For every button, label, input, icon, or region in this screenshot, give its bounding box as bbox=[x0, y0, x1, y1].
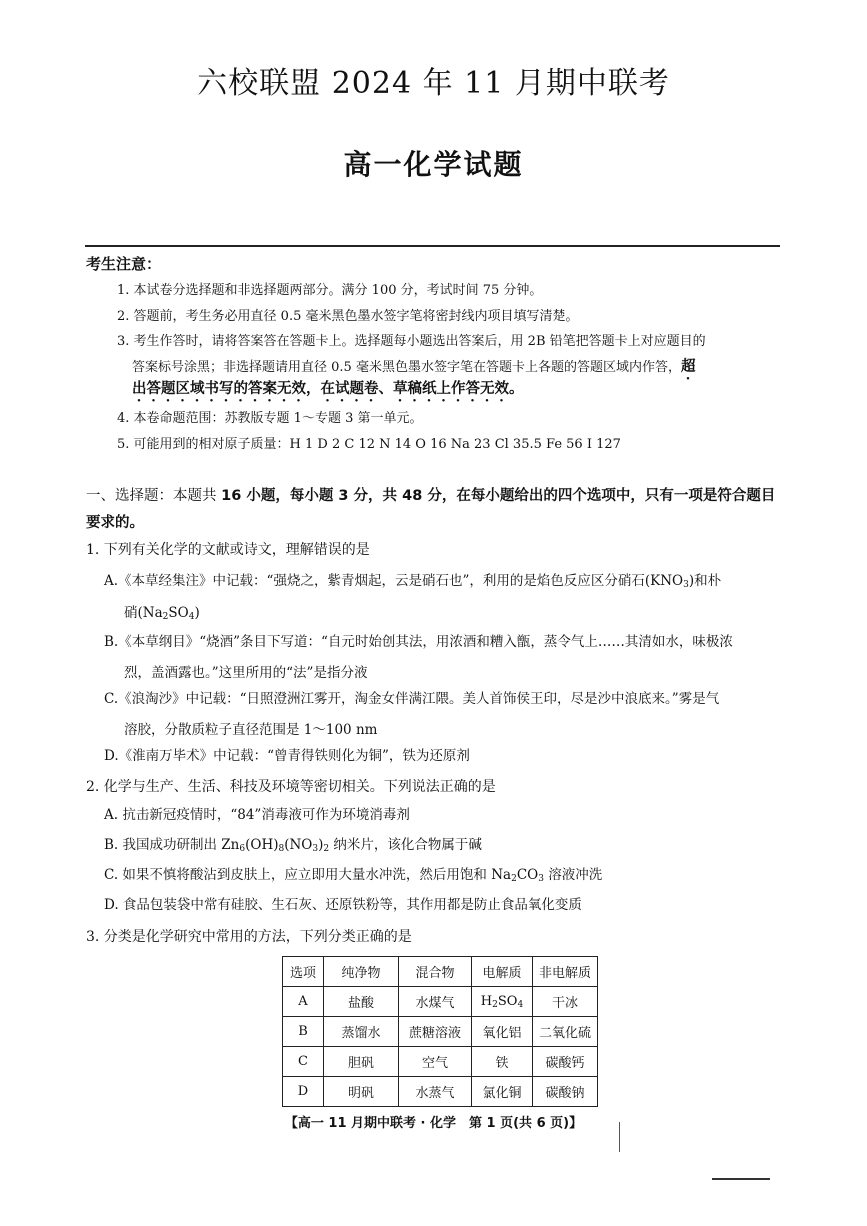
table-cell: 蒸馏水 bbox=[324, 1017, 399, 1047]
q2-b-sub-1: 6 bbox=[239, 844, 246, 854]
formula-part: H bbox=[480, 994, 493, 1009]
q1-option-b-cont: 烈，盖酒露也。”这里所用的“法”是指分液 bbox=[124, 665, 368, 681]
q1-option-a-sub-3: 4 bbox=[188, 612, 195, 622]
subject-title: 高一化学试题 bbox=[343, 148, 524, 181]
notice-item-3-emphasis bbox=[132, 380, 524, 405]
table-cell: 氧化铝 bbox=[472, 1017, 533, 1047]
q3-stem: 3. 分类是化学研究中常用的方法，下列分类正确的是 bbox=[86, 929, 412, 945]
q2-c-part-1: C. 如果不慎将酸沾到皮肤上，应立即用大量水冲洗，然后用饱和 Na bbox=[104, 867, 512, 883]
table-header-row bbox=[283, 957, 598, 987]
q2-b-sub-4: 2 bbox=[323, 844, 330, 854]
table-cell: 二氧化硫 bbox=[533, 1017, 598, 1047]
q1-option-a-close: ) bbox=[194, 605, 200, 621]
q1-option-a-mid: SO bbox=[168, 605, 189, 621]
section-1-text-a: 一、选择题：本题共 bbox=[86, 488, 222, 504]
notice-item-3: 3. 考生作答时，请将答案答在答题卡上。选择题每小题选出答案后，用 2B 铅笔把答题卡上对应题目的 bbox=[117, 334, 706, 349]
q2-c-sub-1: 2 bbox=[511, 874, 517, 884]
q2-option-b bbox=[104, 830, 789, 860]
table-cell: D bbox=[283, 1077, 324, 1107]
section-1-heading bbox=[86, 483, 786, 537]
table-cell: 碳酸钠 bbox=[533, 1077, 598, 1107]
table-header-cell: 电解质 bbox=[472, 957, 533, 987]
table-row bbox=[283, 1077, 598, 1107]
section-1-text-b: 小题，每小题 bbox=[241, 488, 339, 504]
table-row bbox=[283, 1017, 598, 1047]
notice-item-4: 4. 本卷命题范围：苏教版专题 1～专题 3 第一单元。 bbox=[117, 411, 423, 426]
section-1-text-d: 分，在每小题给出的四个选项中，只有一项是符合题目要求的。 bbox=[86, 488, 776, 531]
q1-option-a-cont-text: 硝(Na bbox=[124, 605, 163, 621]
scan-mark bbox=[712, 1178, 770, 1180]
table-cell: 水蒸气 bbox=[399, 1077, 472, 1107]
q2-c-part-2: CO bbox=[516, 867, 539, 883]
header-divider bbox=[85, 245, 780, 247]
q1-option-a-cont bbox=[124, 601, 200, 621]
table-cell: 干冰 bbox=[533, 987, 598, 1017]
formula-sub: 4 bbox=[517, 1000, 524, 1010]
q1-option-a-sub-2: 2 bbox=[162, 612, 169, 622]
q2-c-sub-2: 3 bbox=[538, 874, 544, 884]
q1-stem: 1. 下列有关化学的文献或诗文，理解错误的是 bbox=[86, 542, 370, 558]
q2-option-c bbox=[104, 860, 789, 890]
table-cell: 蔗糖溶液 bbox=[399, 1017, 472, 1047]
table-cell: B bbox=[283, 1017, 324, 1047]
table-cell: 铁 bbox=[472, 1047, 533, 1077]
exam-title: 六校联盟 2024 年 11 月期中联考 bbox=[197, 66, 670, 101]
q1-option-a bbox=[104, 566, 789, 596]
table-header-cell: 混合物 bbox=[399, 957, 472, 987]
formula-part: SO bbox=[497, 994, 518, 1009]
table-cell: 明矾 bbox=[324, 1077, 399, 1107]
q2-option-d: D. 食品包装袋中常有硅胶、生石灰、还原铁粉等，其作用都是防止食品氧化变质 bbox=[104, 897, 582, 913]
classification-table bbox=[282, 956, 598, 1107]
scan-mark bbox=[619, 1122, 620, 1152]
q2-b-part-5: 纳米片，该化合物属于碱 bbox=[329, 837, 482, 853]
formula-sub: 2 bbox=[492, 1000, 498, 1010]
table-cell: 空气 bbox=[399, 1047, 472, 1077]
q1-option-a-end: )和朴 bbox=[688, 573, 722, 589]
q1-option-c-cont: 溶胶，分散质粒子直径范围是 1～100 nm bbox=[124, 722, 378, 738]
table-cell: 胆矾 bbox=[324, 1047, 399, 1077]
table-header-cell: 纯净物 bbox=[324, 957, 399, 987]
notice-item-3-text: 答案标号涂黑；非选择题请用直径 0.5 毫米黑色墨水签字笔在答题卡上各题的答题区域内作答， bbox=[132, 360, 681, 375]
q1-option-d: D.《淮南万毕术》中记载：“曾青得铁则化为铜”，铁为还原剂 bbox=[104, 748, 470, 764]
q1-option-a-sub: 3 bbox=[683, 580, 689, 590]
notice-item-1: 1. 本试卷分选择题和非选择题两部分。满分 100 分，考试时间 75 分钟。 bbox=[117, 283, 543, 298]
q2-b-part-3: (NO bbox=[284, 837, 313, 853]
q2-b-part-4: ) bbox=[318, 837, 324, 853]
section-1-total: 48 bbox=[402, 488, 423, 504]
section-1-points: 3 bbox=[338, 488, 349, 504]
notice-emphasis-a: 超 bbox=[680, 359, 696, 375]
table-row bbox=[283, 987, 598, 1017]
q2-option-a: A. 抗击新冠疫情时，“84”消毒液可作为环境消毒剂 bbox=[104, 807, 410, 823]
q2-b-sub-3: 3 bbox=[312, 844, 319, 854]
table-cell: 盐酸 bbox=[324, 987, 399, 1017]
notice-heading: 考生注意： bbox=[86, 255, 162, 273]
table-cell: 氯化铜 bbox=[472, 1077, 533, 1107]
table-row bbox=[283, 1047, 598, 1077]
section-1-text-c: 分，共 bbox=[348, 488, 403, 504]
q1-option-c: C.《浪淘沙》中记载：“日照澄洲江雾开，淘金女伴满江隈。美人首饰侯王印，尽是沙中浪底来。”雾是气 bbox=[104, 691, 720, 707]
q2-b-part-1: B. 我国成功研制出 Zn bbox=[104, 837, 240, 853]
notice-item-5: 5. 可能用到的相对原子质量：H 1 D 2 C 12 N 14 O 16 Na 23 Cl 35.5 Fe 56 I 127 bbox=[117, 437, 621, 452]
q2-stem: 2. 化学与生产、生活、科技及环境等密切相关。下列说法正确的是 bbox=[86, 779, 496, 795]
table-cell: 碳酸钙 bbox=[533, 1047, 598, 1077]
q2-b-part-2: (OH) bbox=[245, 837, 279, 853]
table-header-cell: 选项 bbox=[283, 957, 324, 987]
table-cell-formula bbox=[472, 987, 533, 1017]
table-cell: A bbox=[283, 987, 324, 1017]
q2-b-sub-2: 8 bbox=[278, 844, 285, 854]
table-cell: 水煤气 bbox=[399, 987, 472, 1017]
notice-emphasis-b: 出答题区域书写的答案无效，在试题卷、草稿纸上作答无效。 bbox=[132, 381, 524, 397]
table-cell: C bbox=[283, 1047, 324, 1077]
section-1-count: 16 bbox=[221, 488, 242, 504]
q1-option-a-text: A.《本草经集注》中记载：“强烧之，紫青烟起，云是硝石也”，利用的是焰色反应区分硝石(KNO bbox=[104, 573, 684, 589]
notice-item-2: 2. 答题前，考生务必用直径 0.5 毫米黑色墨水签字笔将密封线内项目填写清楚。 bbox=[117, 309, 579, 324]
q2-c-part-3: 溶液冲洗 bbox=[543, 867, 603, 883]
q1-option-b: B.《本草纲目》“烧酒”条目下写道：“自元时始创其法，用浓酒和糟入甑，蒸令气上……其清如水，味极浓 bbox=[104, 634, 733, 650]
table-header-cell: 非电解质 bbox=[533, 957, 598, 987]
page-footer: 【高一 11 月期中联考 · 化学 第 1 页(共 6 页)】 bbox=[284, 1116, 583, 1131]
